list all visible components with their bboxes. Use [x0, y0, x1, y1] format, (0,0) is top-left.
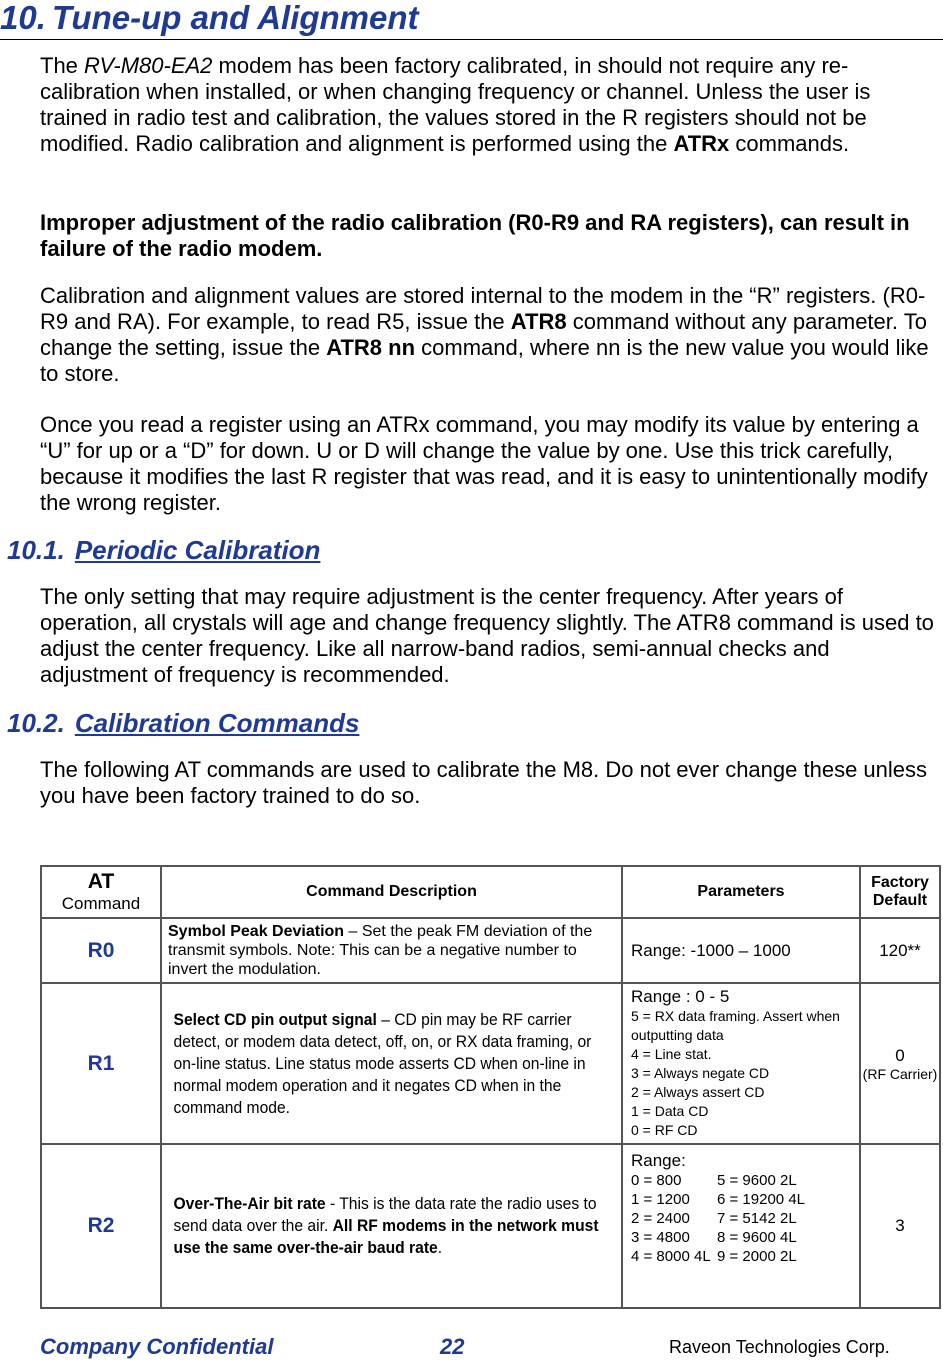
- header-factory-default: Factory Default: [860, 866, 940, 918]
- intro-paragraph-1: The RV-M80-EA2 modem has been factory calibrated, in should not require any re-calibration when installed, or when changing frequency or channel. Unless the user is trained in radio test and calibration, the values stored in the R registers should not be modified. Radio calibration and alignment is performed using the ATRx commands.: [40, 53, 871, 156]
- periodic-paragraph: The only setting that may require adjustment is the center frequency. After years of operation, all crystals will age and change frequency slightly. The ATR8 command is used to adjust the center frequency. Like all narrow-band radios, semi-annual checks and adjustment of frequency is recommended.: [40, 584, 934, 687]
- header-at-command: AT Command: [41, 866, 161, 918]
- register-r2: R2: [87, 1214, 115, 1237]
- header-description: Command Description: [161, 866, 622, 918]
- row-description: Select CD pin output signal – CD pin may be RF carrier detect, or modem data detect, off, on, or RX data framing, or on-line status. Line status mode asserts CD when on-line in normal modem operation and it negates CD when in the command mode.: [161, 983, 622, 1144]
- intro-paragraph-4: Once you read a register using an ATRx command, you may modify its value by entering a “U” for up or a “D” for down. U or D will change the value by one. Use this trick carefully, because it modifies the last R register that was read, and it is easy to unintentionally modify the wrong register.: [40, 412, 928, 515]
- row-description: Over-The-Air bit rate - This is the data rate the radio uses to send data over the air. All RF modems in the network must use the same over-the-air baud rate.: [161, 1144, 622, 1308]
- heading-number: 10.: [0, 0, 46, 36]
- header-parameters: Parameters: [622, 866, 860, 918]
- heading-title: Tune-up and Alignment: [51, 0, 419, 36]
- row-parameters: Range : 0 - 5 5 = RX data framing. Assert when outputting data 4 = Line stat. 3 = Always negate CD 2 = Always assert CD 1 = Data CD 0 = RF CD: [622, 983, 860, 1144]
- row-description: Symbol Peak Deviation – Set the peak FM deviation of the transmit symbols. Note: This can be a negative number to invert the modulation.: [161, 918, 622, 983]
- page-heading: [0, 0, 943, 40]
- calibration-table: [40, 865, 941, 1309]
- footer-confidential: Company Confidential: [40, 1334, 274, 1359]
- table-row: [41, 983, 940, 1144]
- footer-company: Raveon Technologies Corp.: [669, 1337, 890, 1357]
- row-default: 0 (RF Carrier): [860, 983, 940, 1144]
- register-r0: R0: [87, 938, 115, 962]
- table-row: [41, 918, 940, 983]
- atrx-command: ATRx: [673, 131, 730, 156]
- table-header-row: [41, 866, 940, 918]
- row-default: 120**: [860, 918, 940, 983]
- row-parameters: Range: -1000 – 1000: [622, 918, 860, 983]
- warning-paragraph: Improper adjustment of the radio calibration (R0-R9 and RA registers), can result in failure of the radio modem.: [40, 210, 910, 261]
- table-row: [41, 1144, 940, 1308]
- commands-paragraph: The following AT commands are used to calibrate the M8. Do not ever change these unless you have been factory trained to do so.: [40, 757, 928, 808]
- row-default: 3: [860, 1144, 940, 1308]
- intro-paragraph-3: Calibration and alignment values are stored internal to the modem in the “R” registers. (R0-R9 and RA). For example, to read R5, issue the ATR8 command without any parameter. To change the setting, issue the ATR8 nn command, where nn is the new value you would like to store.: [40, 283, 929, 386]
- model-name: RV-M80-EA2: [84, 53, 213, 78]
- row-parameters: Range: 0 = 800 5 = 9600 2L 1 = 1200 6 = 19200 4L 2 = 2400 7 = 5142 2L 3 = 4800 8 = 9600 4L 4 = 8000 4L 9 = 2000 2L: [622, 1144, 860, 1308]
- register-r1: R1: [87, 1051, 115, 1075]
- footer-page-number: 22: [440, 1334, 465, 1359]
- section-heading-periodic: 10.1. Periodic Calibration: [7, 535, 321, 565]
- section-heading-commands: 10.2. Calibration Commands: [7, 708, 360, 738]
